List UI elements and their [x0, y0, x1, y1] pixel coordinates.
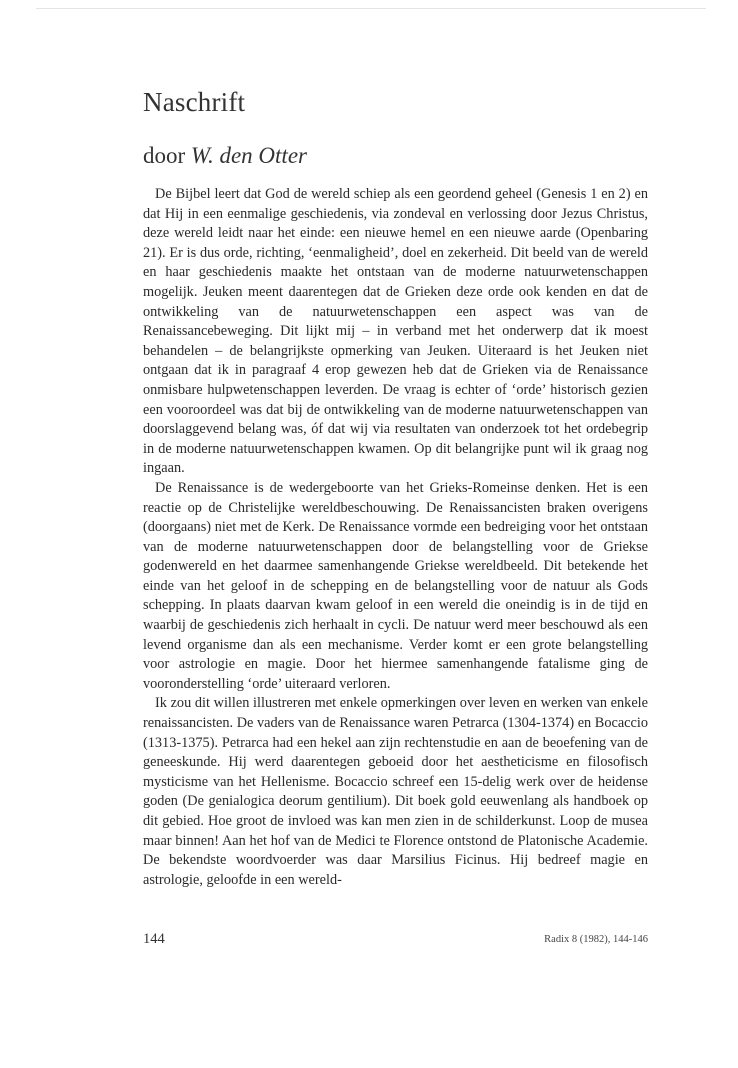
author-name: W. den Otter: [190, 143, 307, 168]
article-title: Naschrift: [143, 87, 246, 117]
article-page: [143, 85, 648, 890]
paragraph: Ik zou dit willen illustreren met enkele opmerkingen over leven en werken van enkele renaissancisten. De vaders van de Renaissance waren Petrarca (1304-1374) en Bocaccio (1313-1375). Petrarca had een hekel aan zijn rechtenstudie en aan de beoefening van de geneeskunde. Hij werd daarentegen geboeid door het aestheticisme en filosofisch mysticisme van het Hellenisme. Bocaccio schreef een 15-delig werk over de heidense goden (De genialogica deorum gentilium). Dit boek gold eeuwenlang als handboek op dit gebied. Hoe groot de invloed was kan men zien in de schilderkunst. Loop de musea maar binnen! Aan het hof van de Medici te Florence ontstond de Platonische Academie. De bekendste woordvoerder was daar Marsilius Ficinus. Hij bedreef magie en astrologie, geloofde in een wereld-: [143, 695, 648, 888]
paragraph: De Bijbel leert dat God de wereld schiep als een geordend geheel (Genesis 1 en 2) en dat Hij in een eenmalige geschiedenis, via zondeval en verlossing door Jezus Christus, deze wereld leidt naar het einde: een nieuwe hemel en een nieuwe aarde (Openbaring 21). Er is dus orde, richting, ‘eenmaligheid’, doel en zekerheid. Dit beeld van de wereld en haar geschiedenis maakte het ontstaan van de moderne natuurwetenschappen mogelijk. Jeuken meent daarentegen dat de Grieken deze orde ook kenden en dat de ontwikkeling van de natuurwetenschappen een aspect was van de Renaissancebeweging. Dit lijkt mij – in verband met het onderwerp dat ik moest behandelen – de belangrijkste opmerking van Jeuken. Uiteraard is het Jeuken niet ontgaan dat ik in paragraaf 4 erop gewezen heb dat de Grieken via de Renaissance onmisbare hulpwetenschappen leverden. De vraag is echter of ‘orde’ historisch gezien een vooroordeel was dat bij de ontwikkeling van de moderne natuurwetenschappen van doorslaggevend belang was, óf dat wij via resultaten van onderzoek tot het ordebegrip in de moderne natuurwetenschappen kwamen. Op dit belangrijke punt wil ik graag nog ingaan.: [143, 186, 648, 477]
page-number: 144: [143, 931, 165, 947]
top-edge-rule: [36, 8, 706, 9]
journal-citation: Radix 8 (1982), 144-146: [544, 934, 648, 945]
page-footer: [143, 931, 648, 951]
byline: [143, 141, 648, 171]
article-body: [143, 185, 648, 890]
paragraph: De Renaissance is de wedergeboorte van het Grieks-Romeinse denken. Het is een reactie op de Christelijke wereldbeschouwing. De Renaissancisten braken overigens (doorgaans) niet met de Kerk. De Renaissance vormde een bedreiging voor het ontstaan van de moderne natuurwetenschappen door de belangstelling voor de Griekse godenwereld en het daarmee samenhangende Griekse wereldbeeld. Dit betekende het einde van het geloof in de schepping en de belangstelling voor de natuur als Gods schepping. In plaats daarvan kwam geloof in een wereld die oneindig is in de tijd en waarbij de geschiedenis zich herhaalt in cycli. De natuur werd meer beschouwd als een levend organisme dan als een mechanisme. Verder komt er een grote belangstelling voor astrologie en magie. Door het hiermee samenhangende fatalisme ging de vooronderstelling ‘orde’ uiteraard verloren.: [143, 479, 648, 692]
byline-prefix: door: [143, 143, 186, 168]
